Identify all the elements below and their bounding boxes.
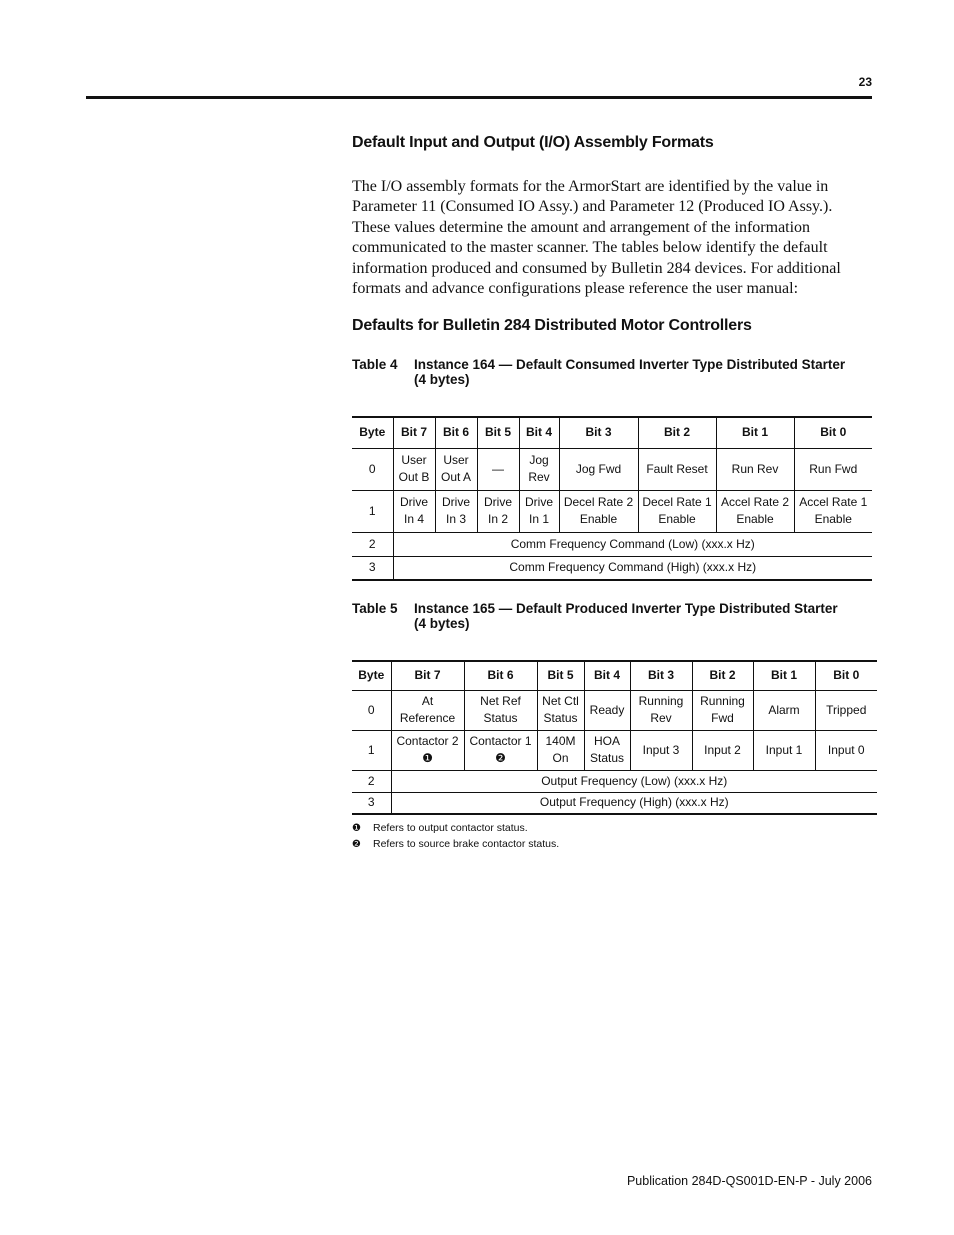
table-cell: Input 0 bbox=[815, 730, 877, 770]
table-row bbox=[352, 448, 872, 490]
table4-header-cell: Bit 7 bbox=[393, 417, 435, 448]
table-cell: Alarm bbox=[753, 690, 815, 730]
table4-header-row bbox=[352, 417, 872, 448]
intro-paragraph: The I/O assembly formats for the ArmorStart are identified by the value in Parameter 11 (Consumed IO Assy.) and Parameter 12 (Produced IO Assy.). These values determine the amount and arrangement of the information communicated to the master scanner. The tables below identify the default information produced and consumed by Bulletin 284 devices. For additional formats and advance configurations please reference the user manual: bbox=[352, 178, 841, 298]
table-row bbox=[352, 770, 877, 792]
table-cell bbox=[464, 730, 537, 770]
table-cell: Jog Rev bbox=[519, 448, 559, 490]
table-cell: Drive In 3 bbox=[435, 490, 477, 532]
table-span-cell: Output Frequency (High) (xxx.x Hz) bbox=[391, 792, 877, 814]
footnote-marker-1: ❶ bbox=[422, 751, 433, 765]
footnote-marker: ❷ bbox=[352, 839, 361, 850]
table-cell: Accel Rate 2 Enable bbox=[716, 490, 794, 532]
cell-text: Contactor 1 bbox=[469, 734, 532, 748]
table5-header-cell: Bit 3 bbox=[630, 661, 692, 690]
table4-title-line2: (4 bytes) bbox=[414, 372, 470, 387]
table-cell: 0 bbox=[352, 690, 391, 730]
table-cell: 2 bbox=[352, 770, 391, 792]
footnote-text: Refers to source brake contactor status. bbox=[373, 838, 560, 850]
table-cell: Run Rev bbox=[716, 448, 794, 490]
table-cell: — bbox=[477, 448, 519, 490]
footnote bbox=[352, 822, 559, 838]
table-cell: Jog Fwd bbox=[559, 448, 638, 490]
table-cell: 140M On bbox=[537, 730, 584, 770]
table4-label: Table 4 bbox=[352, 357, 398, 372]
table-cell: User Out B bbox=[393, 448, 435, 490]
table-cell: Drive In 2 bbox=[477, 490, 519, 532]
table4-header-cell: Bit 3 bbox=[559, 417, 638, 448]
table5-caption bbox=[352, 601, 838, 631]
section-heading: Default Input and Output (I/O) Assembly Formats bbox=[352, 134, 714, 151]
table-cell: Fault Reset bbox=[638, 448, 716, 490]
table-row bbox=[352, 556, 872, 580]
table-row bbox=[352, 490, 872, 532]
publication-footer: Publication 284D-QS001D-EN-P - July 2006 bbox=[626, 1174, 872, 1188]
table-cell: Net Ctl Status bbox=[537, 690, 584, 730]
table4-header-cell: Bit 1 bbox=[716, 417, 794, 448]
table4-header-cell: Bit 2 bbox=[638, 417, 716, 448]
table-row bbox=[352, 690, 877, 730]
table-cell: 3 bbox=[352, 792, 391, 814]
table-span-cell: Comm Frequency Command (Low) (xxx.x Hz) bbox=[393, 532, 872, 556]
table-cell: 1 bbox=[352, 490, 393, 532]
table5-header-cell: Bit 5 bbox=[537, 661, 584, 690]
footnote bbox=[352, 838, 559, 854]
table-span-cell: Comm Frequency Command (High) (xxx.x Hz) bbox=[393, 556, 872, 580]
table5-header-cell: Bit 0 bbox=[815, 661, 877, 690]
table-cell: Tripped bbox=[815, 690, 877, 730]
table-cell: Input 1 bbox=[753, 730, 815, 770]
table-cell: Input 3 bbox=[630, 730, 692, 770]
page-number: 23 bbox=[858, 75, 872, 89]
table5-header-cell: Bit 7 bbox=[391, 661, 464, 690]
table5-header-row bbox=[352, 661, 877, 690]
table5-header-cell: Bit 4 bbox=[584, 661, 630, 690]
table-cell: Decel Rate 1 Enable bbox=[638, 490, 716, 532]
table-cell: Ready bbox=[584, 690, 630, 730]
table4-caption bbox=[352, 357, 845, 387]
table4-header-cell: Byte bbox=[352, 417, 393, 448]
table-row bbox=[352, 532, 872, 556]
footnote-marker-2: ❷ bbox=[495, 751, 506, 765]
table-cell: Net Ref Status bbox=[464, 690, 537, 730]
table-cell: 3 bbox=[352, 556, 393, 580]
table5-title-line1: Instance 165 — Default Produced Inverter Type Distributed Starter bbox=[414, 601, 838, 616]
table-cell: Running Fwd bbox=[692, 690, 753, 730]
table-cell: Accel Rate 1 Enable bbox=[794, 490, 872, 532]
table5 bbox=[352, 660, 877, 815]
table-cell: HOA Status bbox=[584, 730, 630, 770]
table5-header-cell: Bit 6 bbox=[464, 661, 537, 690]
table4-header-cell: Bit 6 bbox=[435, 417, 477, 448]
table4-title bbox=[414, 357, 845, 387]
table-row bbox=[352, 730, 877, 770]
table4 bbox=[352, 416, 872, 581]
table4-header-cell: Bit 5 bbox=[477, 417, 519, 448]
table-cell: Drive In 1 bbox=[519, 490, 559, 532]
table5-header-cell: Bit 1 bbox=[753, 661, 815, 690]
table-cell: At Reference bbox=[391, 690, 464, 730]
cell-text: Contactor 2 bbox=[396, 734, 459, 748]
table-cell: User Out A bbox=[435, 448, 477, 490]
table4-header-cell: Bit 0 bbox=[794, 417, 872, 448]
header-rule bbox=[86, 96, 872, 99]
table4-header-cell: Bit 4 bbox=[519, 417, 559, 448]
table-span-cell: Output Frequency (Low) (xxx.x Hz) bbox=[391, 770, 877, 792]
subsection-heading: Defaults for Bulletin 284 Distributed Motor Controllers bbox=[352, 317, 752, 334]
table4-title-line1: Instance 164 — Default Consumed Inverter Type Distributed Starter bbox=[414, 357, 846, 372]
table5-title bbox=[414, 601, 838, 631]
table-cell: Drive In 4 bbox=[393, 490, 435, 532]
table5-header-cell: Bit 2 bbox=[692, 661, 753, 690]
table-cell: 1 bbox=[352, 730, 391, 770]
table5-header-cell: Byte bbox=[352, 661, 391, 690]
table-cell: 2 bbox=[352, 532, 393, 556]
table5-title-line2: (4 bytes) bbox=[414, 616, 470, 631]
table-cell: Run Fwd bbox=[794, 448, 872, 490]
table-cell: Decel Rate 2 Enable bbox=[559, 490, 638, 532]
table-cell bbox=[391, 730, 464, 770]
table-cell: Running Rev bbox=[630, 690, 692, 730]
table-cell: 0 bbox=[352, 448, 393, 490]
footnotes bbox=[352, 822, 559, 854]
table-row bbox=[352, 792, 877, 814]
footnote-text: Refers to output contactor status. bbox=[373, 822, 528, 834]
footnote-marker: ❶ bbox=[352, 823, 361, 834]
table5-label: Table 5 bbox=[352, 601, 398, 616]
table-cell: Input 2 bbox=[692, 730, 753, 770]
